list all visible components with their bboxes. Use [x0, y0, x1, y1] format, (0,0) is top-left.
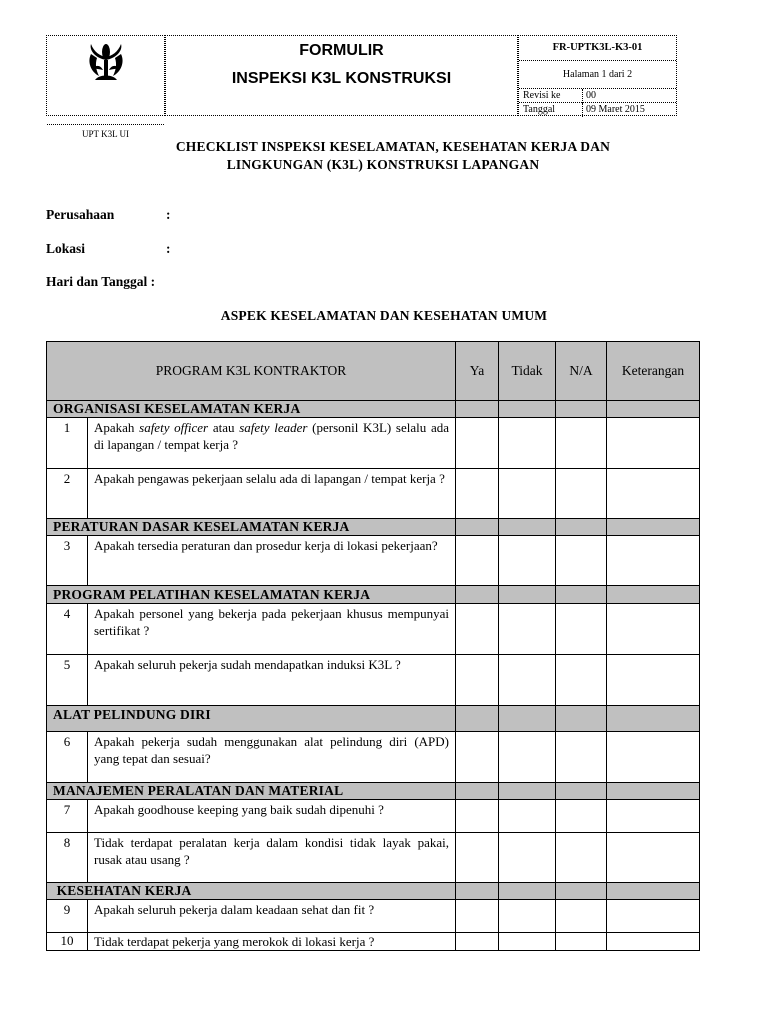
makara-logo-icon: [83, 40, 129, 86]
item-question: Apakah tersedia peraturan dan prosedur kerja di lokasi pekerjaan?: [88, 536, 456, 586]
section-row: [47, 401, 700, 418]
checklist-title-line2: LINGKUNGAN (K3L) KONSTRUKSI LAPANGAN: [226, 157, 540, 172]
item-number: 8: [47, 833, 88, 883]
document-meta-cell: [518, 35, 677, 116]
check-na-cell[interactable]: [556, 604, 607, 655]
section-title: ALAT PELINDUNG DIRI: [47, 706, 456, 732]
check-na-cell[interactable]: [556, 833, 607, 883]
location-colon: :: [166, 241, 171, 256]
check-yes-cell[interactable]: [456, 800, 499, 833]
checklist-title-line1: CHECKLIST INSPEKSI KESELAMATAN, KESEHATAN KERJA DAN: [175, 139, 611, 154]
table-row: [47, 933, 700, 951]
item-number: 2: [47, 469, 88, 519]
remarks-cell[interactable]: [607, 900, 700, 933]
revision-value: 00: [586, 90, 596, 101]
section-row: [47, 706, 700, 732]
check-yes-cell[interactable]: [456, 536, 499, 586]
item-number: 10: [47, 933, 88, 951]
remarks-cell[interactable]: [607, 469, 700, 519]
remarks-cell[interactable]: [607, 833, 700, 883]
check-yes-cell[interactable]: [456, 418, 499, 469]
check-no-cell[interactable]: [499, 900, 556, 933]
section-title: ORGANISASI KESELAMATAN KERJA: [47, 401, 456, 418]
check-no-cell[interactable]: [499, 732, 556, 783]
check-yes-cell[interactable]: [456, 833, 499, 883]
logo-caption: UPT K3L UI: [82, 129, 129, 139]
check-yes-cell[interactable]: [456, 655, 499, 706]
table-row: [47, 655, 700, 706]
form-title-cell: [165, 35, 518, 116]
date-value: 09 Maret 2015: [586, 104, 645, 115]
header-yes: Ya: [456, 342, 499, 401]
section-title: PERATURAN DASAR KESELAMATAN KERJA: [47, 519, 456, 536]
check-yes-cell[interactable]: [456, 900, 499, 933]
check-na-cell[interactable]: [556, 732, 607, 783]
remarks-cell[interactable]: [607, 418, 700, 469]
doc-code: FR-UPTK3L-K3-01: [552, 42, 643, 53]
check-yes-cell[interactable]: [456, 933, 499, 951]
item-question: Apakah goodhouse keeping yang baik sudah dipenuhi ?: [88, 800, 456, 833]
item-number: 4: [47, 604, 88, 655]
header-na: N/A: [556, 342, 607, 401]
item-question: Apakah pekerja sudah menggunakan alat pelindung diri (APD) yang tepat dan sesuai?: [88, 732, 456, 783]
section-title: KESEHATAN KERJA: [47, 883, 456, 900]
check-na-cell[interactable]: [556, 933, 607, 951]
check-na-cell[interactable]: [556, 469, 607, 519]
logo-cell: [46, 35, 165, 139]
section-row: [47, 783, 700, 800]
check-no-cell[interactable]: [499, 418, 556, 469]
item-question: Apakah seluruh pekerja dalam keadaan sehat dan fit ?: [88, 900, 456, 933]
check-yes-cell[interactable]: [456, 469, 499, 519]
item-number: 1: [47, 418, 88, 469]
item-question: Apakah safety officer atau safety leader (personil K3L) selalu ada di lapangan / tempat kerja ?: [88, 418, 456, 469]
table-row: [47, 732, 700, 783]
check-na-cell[interactable]: [556, 418, 607, 469]
table-row: [47, 469, 700, 519]
header-remarks: Keterangan: [607, 342, 700, 401]
check-no-cell[interactable]: [499, 469, 556, 519]
item-question: Tidak terdapat pekerja yang merokok di lokasi kerja ?: [88, 933, 456, 951]
item-question: Tidak terdapat peralatan kerja dalam kondisi tidak layak pakai, rusak atau usang ?: [88, 833, 456, 883]
revision-label: Revisi ke: [523, 90, 561, 101]
check-no-cell[interactable]: [499, 655, 556, 706]
item-question: Apakah seluruh pekerja sudah mendapatkan induksi K3L ?: [88, 655, 456, 706]
remarks-cell[interactable]: [607, 655, 700, 706]
table-row: [47, 604, 700, 655]
table-row: [47, 833, 700, 883]
date-label: Tanggal: [523, 104, 556, 115]
check-no-cell[interactable]: [499, 604, 556, 655]
remarks-cell[interactable]: [607, 732, 700, 783]
check-yes-cell[interactable]: [456, 732, 499, 783]
check-no-cell[interactable]: [499, 933, 556, 951]
company-label: Perusahaan: [46, 207, 115, 222]
item-number: 5: [47, 655, 88, 706]
form-label: FORMULIR: [299, 42, 384, 59]
company-colon: :: [166, 207, 171, 222]
section-row: [47, 519, 700, 536]
table-row: [47, 800, 700, 833]
inspection-date-label: Hari dan Tanggal :: [46, 274, 156, 289]
check-na-cell[interactable]: [556, 655, 607, 706]
remarks-cell[interactable]: [607, 604, 700, 655]
remarks-cell[interactable]: [607, 536, 700, 586]
check-na-cell[interactable]: [556, 800, 607, 833]
section-title: PROGRAM PELATIHAN KESELAMATAN KERJA: [47, 586, 456, 604]
table-row: [47, 536, 700, 586]
location-label: Lokasi: [46, 241, 86, 256]
item-number: 3: [47, 536, 88, 586]
check-na-cell[interactable]: [556, 536, 607, 586]
form-title: INSPEKSI K3L KONSTRUKSI: [231, 70, 452, 87]
check-no-cell[interactable]: [499, 833, 556, 883]
page-info: Halaman 1 dari 2: [562, 69, 633, 80]
section-row: [47, 883, 700, 900]
header-no: Tidak: [499, 342, 556, 401]
section-title: MANAJEMEN PERALATAN DAN MATERIAL: [47, 783, 456, 800]
check-no-cell[interactable]: [499, 536, 556, 586]
aspect-heading: ASPEK KESELAMATAN DAN KESEHATAN UMUM: [220, 308, 548, 323]
item-number: 9: [47, 900, 88, 933]
remarks-cell[interactable]: [607, 800, 700, 833]
check-no-cell[interactable]: [499, 800, 556, 833]
checklist-table: [46, 341, 700, 951]
table-row: [47, 418, 700, 469]
item-question: Apakah pengawas pekerjaan selalu ada di lapangan / tempat kerja ?: [88, 469, 456, 519]
item-number: 6: [47, 732, 88, 783]
item-question: Apakah personel yang bekerja pada pekerjaan khusus mempunyai sertifikat ?: [88, 604, 456, 655]
header-program: PROGRAM K3L KONTRAKTOR: [47, 342, 456, 401]
check-yes-cell[interactable]: [456, 604, 499, 655]
item-number: 7: [47, 800, 88, 833]
check-na-cell[interactable]: [556, 900, 607, 933]
section-row: [47, 586, 700, 604]
remarks-cell[interactable]: [607, 933, 700, 951]
table-row: [47, 900, 700, 933]
table-header-row: [47, 342, 700, 401]
